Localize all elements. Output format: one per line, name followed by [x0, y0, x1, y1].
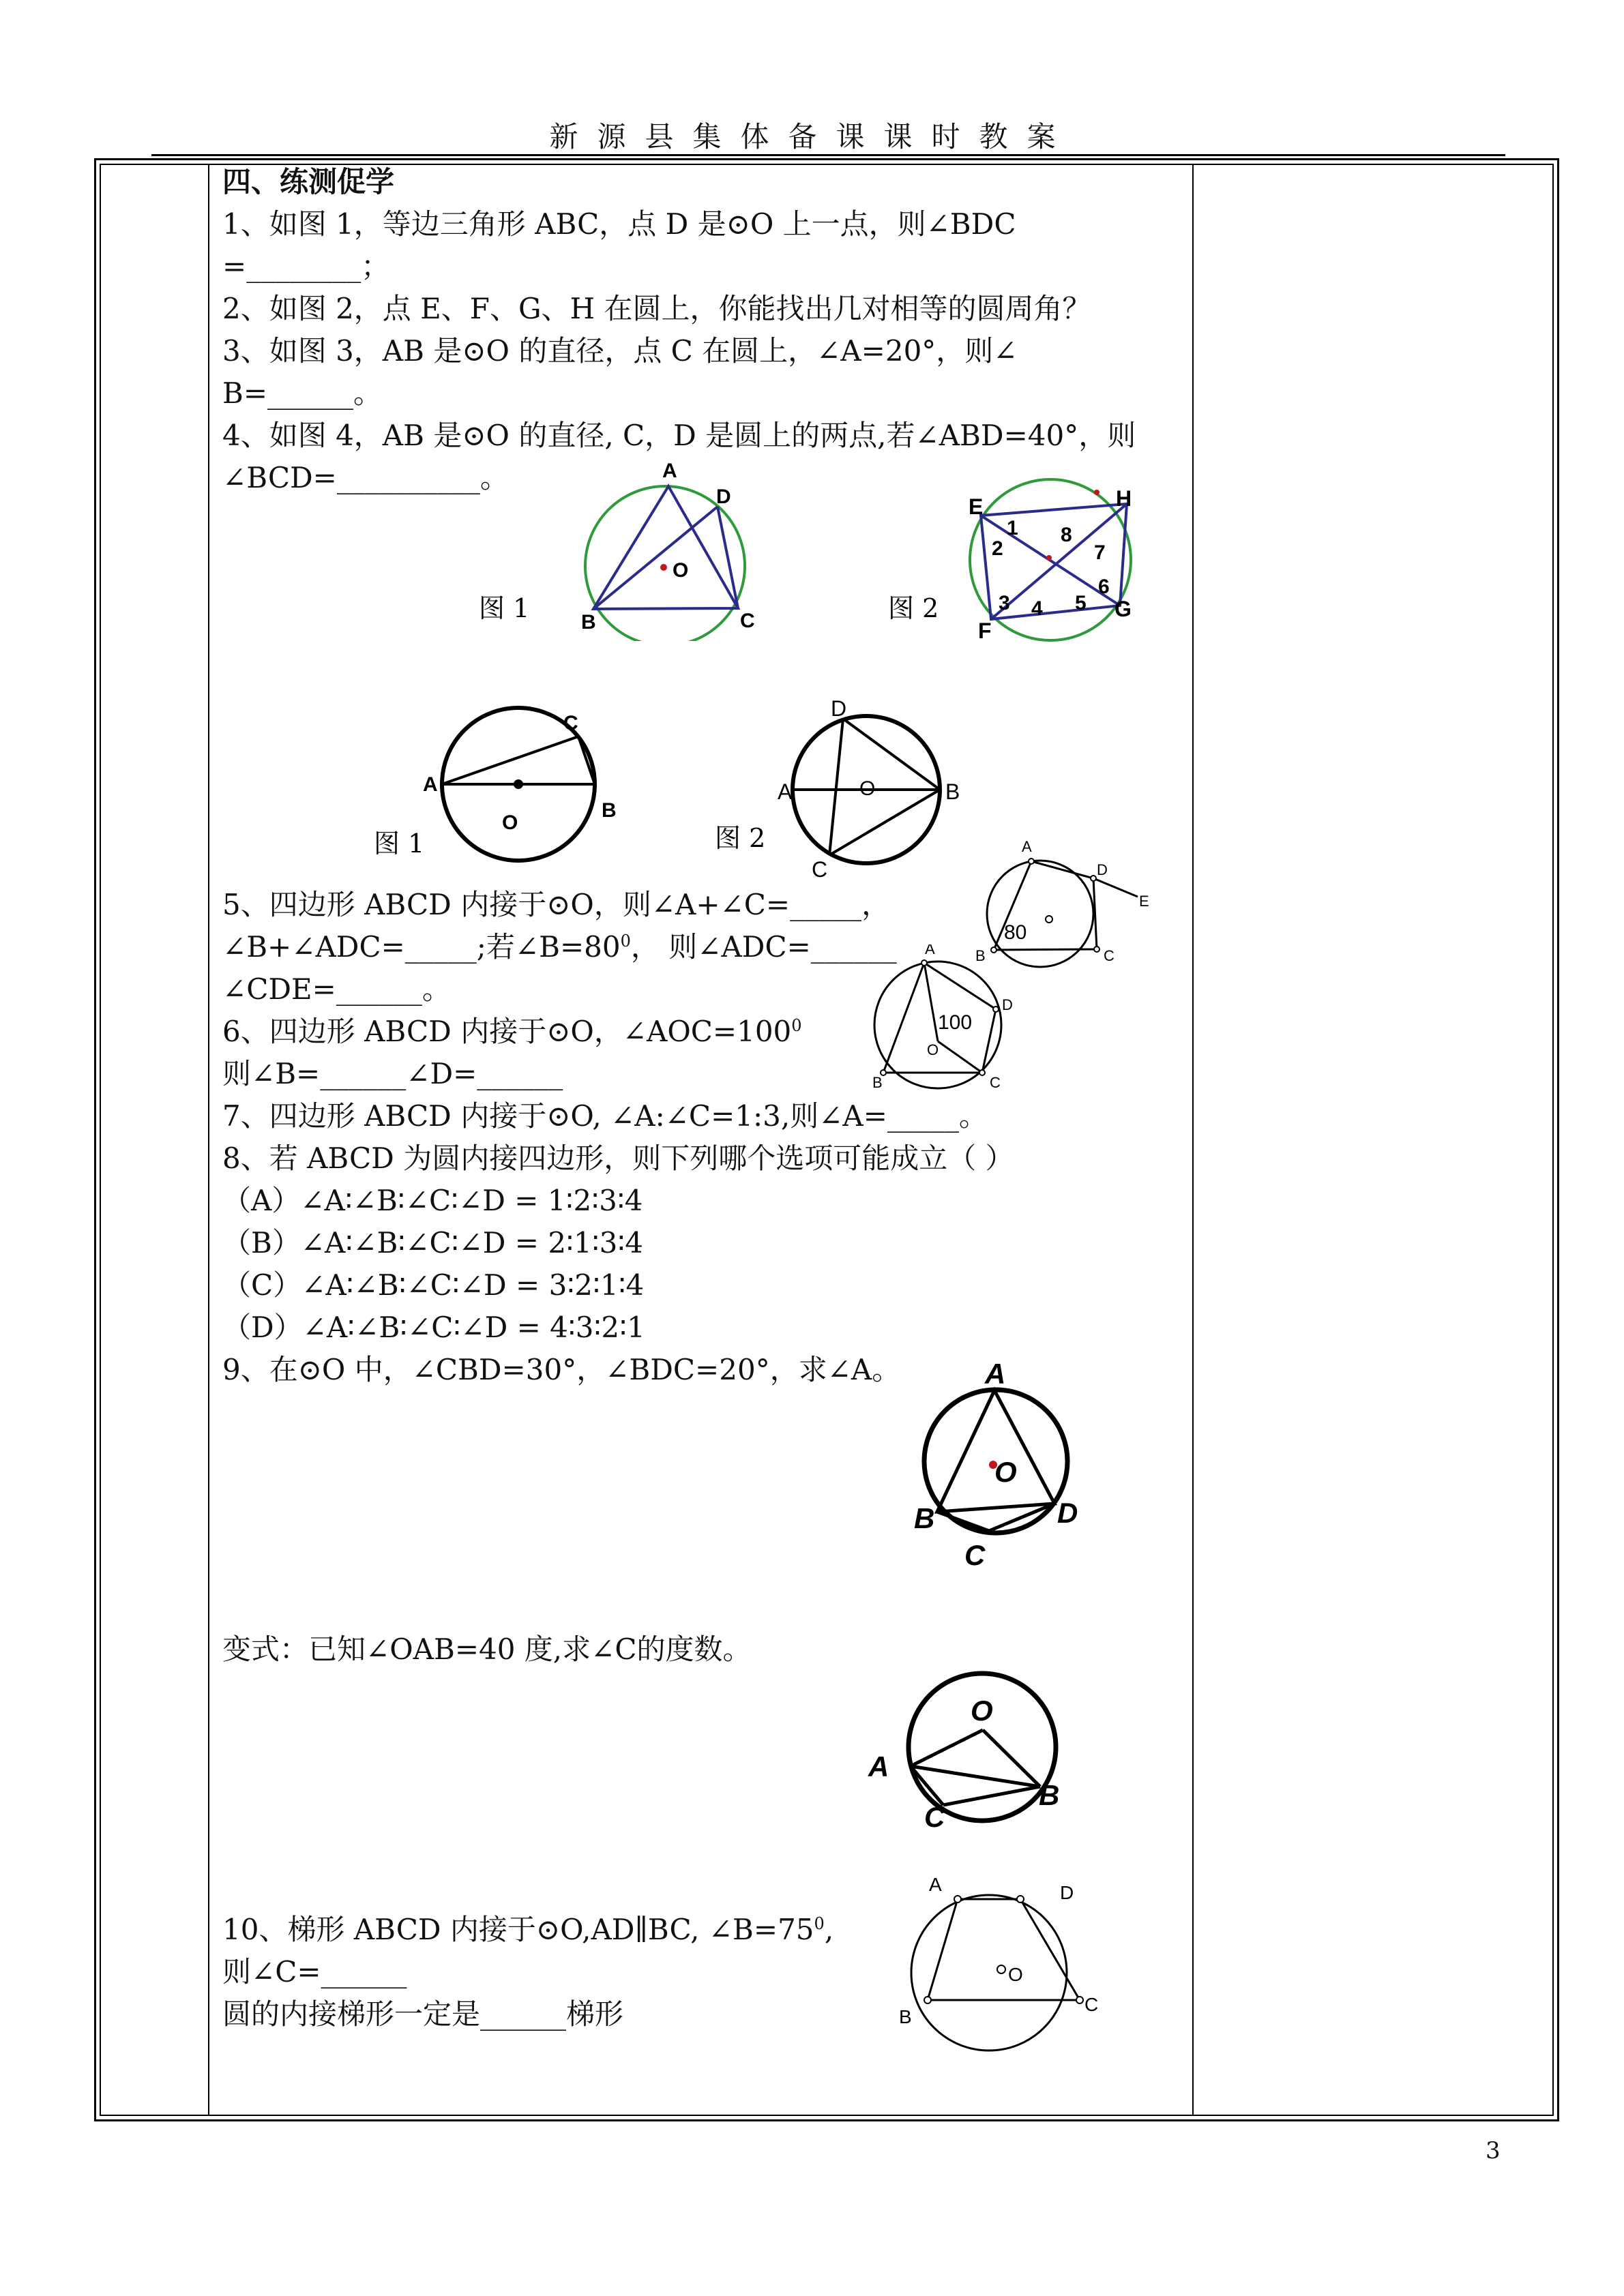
- figure-3-label-o: O: [502, 811, 518, 834]
- figure-2-angle-3: 3: [999, 592, 1010, 614]
- figure-2-center-dot: [1046, 555, 1052, 561]
- q5-text-line3: ∠CDE=______。: [222, 972, 451, 1006]
- figure-2-angle-4: 4: [1031, 597, 1043, 620]
- figure-4-chord-db: [843, 719, 940, 790]
- q5-text: 5、四边形 ABCD 内接于⊙O，则∠A+∠C=_____，: [222, 888, 891, 921]
- figure-3-label-b: B: [602, 799, 617, 822]
- q4-blank: ∠BCD=__________。: [222, 461, 509, 494]
- q5-line2-b: ， 则∠ADC=______: [630, 930, 897, 964]
- q10-degree-sup: 0: [814, 1914, 825, 1933]
- figure-3-chord-ac: [442, 736, 578, 784]
- figure-4-label-a: A: [778, 779, 793, 804]
- figure-q6-label-o: O: [927, 1041, 939, 1058]
- figure-variant-label-c: C: [924, 1801, 945, 1833]
- figure-1-label-o: O: [673, 559, 689, 582]
- figure-q5-label-e: E: [1139, 893, 1149, 910]
- figure-2-angle-2: 2: [992, 537, 1003, 560]
- figure-q9-label-c: C: [964, 1539, 986, 1571]
- figure-2-angle-5: 5: [1075, 592, 1087, 614]
- figure-2-quadrilateral: [880, 471, 1166, 655]
- column-divider-left: [208, 164, 209, 2116]
- figure-1-caption: 图 1: [479, 593, 530, 623]
- figure-q10-label-c: C: [1084, 1994, 1099, 2015]
- q4-text: 4、如图 4，AB 是⊙O 的直径, C，D 是圆上的两点,若∠ABD=40°，则: [222, 419, 1136, 452]
- figure-1-center-dot: [660, 564, 667, 571]
- figure-q5-label-c: C: [1104, 947, 1114, 964]
- figure-q10-point-d: [1017, 1896, 1024, 1903]
- q10-text: [222, 1909, 833, 1951]
- figure-q9-chord-bc: [937, 1512, 989, 1531]
- figure-2-angle-7: 7: [1094, 541, 1106, 564]
- figure-1-circle: [585, 486, 745, 641]
- column-divider-right: [1192, 164, 1194, 2116]
- figure-1-label-d: D: [716, 486, 731, 508]
- figure-q6-point-c: [979, 1070, 985, 1075]
- q6-line1-a: 6、四边形 ABCD 内接于⊙O，∠AOC=100: [222, 1015, 792, 1048]
- figure-1-label-c: C: [740, 610, 755, 632]
- figure-4-diameter-cd: [709, 689, 996, 886]
- figure-q9-label-d: D: [1057, 1497, 1078, 1529]
- figure-variant-label-b: B: [1039, 1779, 1060, 1811]
- figure-variant-label-o: O: [971, 1695, 993, 1727]
- figure-2-label-f: F: [978, 618, 992, 643]
- q1-text: 1、如图 1，等边三角形 ABC，点 D 是⊙O 上一点，则∠BDC: [222, 207, 1016, 241]
- figure-4-chord-dc: [829, 719, 843, 855]
- q6-blanks: 则∠B=______∠D=______: [222, 1057, 563, 1090]
- q8-option-b: （B）∠A∶∠B∶∠C∶∠D = 2∶1∶3∶4: [222, 1226, 643, 1259]
- q5-line2-a: ∠B+∠ADC=_____;若∠B=80: [222, 930, 621, 964]
- figure-q10-point-a: [954, 1896, 961, 1903]
- figure-q5-label-a: A: [1022, 838, 1032, 855]
- figure-q10-trapezoid-abcd: [928, 1899, 1080, 2000]
- figure-4-chord-cb: [829, 790, 940, 855]
- figure-2-angle-6: 6: [1098, 576, 1110, 598]
- q3-text: 3、如图 3，AB 是⊙O 的直径，点 C 在圆上，∠A=20°，则∠: [222, 334, 1018, 368]
- figure-q10-label-d: D: [1060, 1882, 1074, 1903]
- figure-q5-extension-de: [1093, 878, 1138, 897]
- figure-q5-label-b: B: [975, 947, 986, 964]
- figure-2-angle-1: 1: [1007, 517, 1018, 539]
- figure-q10-circle: [911, 1895, 1067, 2051]
- figure-2-point-dot: [1094, 490, 1099, 495]
- figure-1-label-a: A: [662, 460, 677, 482]
- figure-q6-label-c: C: [990, 1074, 1001, 1091]
- q8-option-d: （D）∠A∶∠B∶∠C∶∠D = 4∶3∶2∶1: [222, 1311, 645, 1344]
- figure-q6-radius-oc: [938, 1041, 982, 1073]
- figure-q6-label-a: A: [925, 944, 935, 957]
- q5-text-line2: [222, 926, 897, 968]
- page-number: 3: [1486, 2137, 1501, 2164]
- figure-2-angle-8: 8: [1061, 524, 1072, 546]
- header-rule: [151, 154, 1505, 156]
- figure-q9-label-a: A: [985, 1360, 1006, 1390]
- q5-degree-sup: 0: [620, 931, 631, 951]
- q8-text: 8、若 ABCD 为圆内接四边形，则下列哪个选项可能成立（ ）: [222, 1142, 1014, 1175]
- figure-q6-label-d: D: [1002, 996, 1013, 1013]
- figure-1-label-b: B: [581, 611, 596, 633]
- q10-trapezoid-text: 圆的内接梯形一定是______梯形: [222, 1997, 624, 2031]
- section-heading: 四、练测促学: [222, 165, 395, 198]
- figure-2-label-h: H: [1116, 486, 1132, 511]
- figure-q10-point-c: [1076, 1997, 1083, 2003]
- figure-q5-label-d: D: [1097, 861, 1108, 878]
- figure-2-caption: 图 2: [888, 593, 939, 623]
- figure-q5-point-a: [1029, 859, 1034, 864]
- figure-4-label-d: D: [831, 696, 847, 721]
- q8-option-a: （A）∠A∶∠B∶∠C∶∠D = 1∶2∶3∶4: [222, 1184, 643, 1217]
- figure-q10-label-a: A: [929, 1874, 942, 1895]
- variant-text: 变式：已知∠OAB=40 度,求∠C的度数。: [222, 1632, 752, 1666]
- q10-line1-a: 10、梯形 ABCD 内接于⊙O,AD∥BC, ∠B=75: [222, 1913, 814, 1946]
- figure-q6-point-d: [993, 1007, 999, 1012]
- figure-4-label-b: B: [945, 779, 960, 804]
- q1-blank: =________；: [222, 250, 390, 283]
- figure-variant-radius-oa: [911, 1730, 983, 1766]
- figure-q6-radius-oa: [924, 963, 938, 1041]
- q10-line1-b: ,: [824, 1913, 834, 1946]
- figure-q10-center: [997, 1965, 1005, 1973]
- figure-q10-point-b: [924, 1997, 931, 2003]
- figure-q6-central-angle: [856, 944, 1033, 1091]
- figure-variant-label-a: A: [868, 1750, 889, 1783]
- figure-q10-label-o: O: [1008, 1964, 1023, 1985]
- q3-blank: B=______。: [222, 376, 383, 410]
- q9-text: 9、在⊙O 中，∠CBD=30°，∠BDC=20°，求∠A。: [222, 1353, 901, 1386]
- figure-variant: [856, 1654, 1088, 1845]
- figure-q9-triangle-abd: [937, 1390, 1054, 1512]
- figure-4-label-c: C: [812, 857, 828, 882]
- q7-text: 7、四边形 ABCD 内接于⊙O, ∠A:∠C=1:3,则∠A=_____。: [222, 1099, 988, 1133]
- figure-q9-label-o: O: [994, 1456, 1017, 1488]
- figure-q9: [894, 1360, 1098, 1585]
- figure-4-caption: 图 2: [715, 823, 766, 853]
- figure-q10-label-b: B: [899, 2006, 912, 2027]
- q6-degree-sup: 0: [791, 1016, 802, 1035]
- figure-q5-point-d: [1091, 876, 1096, 881]
- q10-blank: 则∠C=______: [222, 1955, 407, 1988]
- figure-3-center-dot: [514, 779, 523, 789]
- figure-q9-label-b: B: [914, 1502, 935, 1534]
- figure-q5-point-c: [1094, 946, 1099, 952]
- figure-1-equilateral-triangle: [464, 450, 791, 641]
- figure-q6-label-b: B: [872, 1074, 883, 1091]
- figure-q6-point-a: [921, 960, 927, 966]
- figure-1-chord-bd: [593, 507, 718, 609]
- figure-3-diameter: [361, 696, 648, 873]
- figure-4-label-o: O: [859, 777, 876, 800]
- figure-q10-trapezoid: [887, 1872, 1112, 2056]
- figure-q5-center: [1046, 916, 1052, 923]
- figure-3-label-c: C: [563, 712, 578, 734]
- figure-variant-chord-cb: [943, 1787, 1040, 1805]
- figure-q6-angle-100: 100: [938, 1011, 973, 1034]
- page-header-title: 新源县集体备课课时教案: [549, 120, 1075, 153]
- figure-q5-angle-80: 80: [1004, 921, 1027, 944]
- figure-2-label-e: E: [969, 494, 984, 519]
- q2-text: 2、如图 2，点 E、F、G、H 在圆上，你能找出几对相等的圆周角？: [222, 292, 1091, 325]
- q8-option-c: （C）∠A∶∠B∶∠C∶∠D = 3∶2∶1∶4: [222, 1268, 645, 1302]
- q6-text: [222, 1011, 802, 1053]
- figure-2-label-g: G: [1114, 597, 1132, 621]
- figure-3-label-a: A: [423, 773, 438, 796]
- figure-3-caption: 图 1: [374, 829, 425, 859]
